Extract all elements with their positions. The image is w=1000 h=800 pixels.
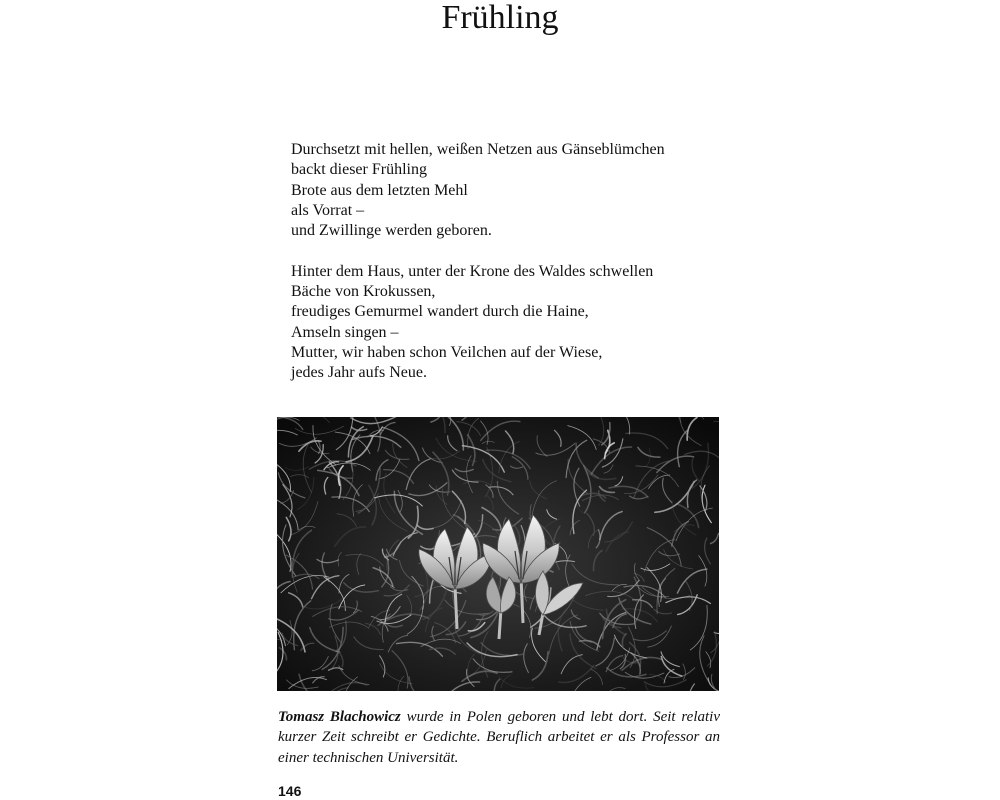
- author-bio-text: wurde in Polen geboren und lebt dort. Seit relativ kurzer Zeit schreibt er Gedichte. Beruflich arbeitet er als Professor an einer technischen Universität.: [278, 709, 721, 766]
- poem-line: backt dieser Frühling: [291, 161, 427, 179]
- crocus-photo: [277, 417, 719, 691]
- poem-line: Brote aus dem letzten Mehl: [291, 181, 468, 199]
- page-number: 146: [278, 783, 302, 799]
- poem-stanza: [291, 140, 731, 241]
- poem-line: und Zwillinge werden geboren.: [291, 222, 492, 240]
- poem-title: Frühling: [441, 0, 559, 36]
- poem-line: als Vorrat –: [291, 201, 365, 219]
- poem-line: Durchsetzt mit hellen, weißen Netzen aus Gänseblümchen: [291, 141, 665, 158]
- author-bio: [278, 707, 720, 768]
- poem-line: Amseln singen –: [291, 323, 399, 341]
- author-name: Tomasz Blachowicz: [278, 709, 401, 725]
- poem-line: freudiges Gemurmel wandert durch die Haine,: [291, 303, 589, 321]
- poem-line: jedes Jahr aufs Neue.: [291, 364, 427, 382]
- poem-line: Hinter dem Haus, unter der Krone des Waldes schwellen: [291, 262, 654, 280]
- poem-line: Mutter, wir haben schon Veilchen auf der Wiese,: [291, 343, 603, 361]
- poem-line: Bäche von Krokussen,: [291, 283, 436, 301]
- poem-body: [291, 140, 731, 404]
- poem-stanza: [291, 262, 731, 384]
